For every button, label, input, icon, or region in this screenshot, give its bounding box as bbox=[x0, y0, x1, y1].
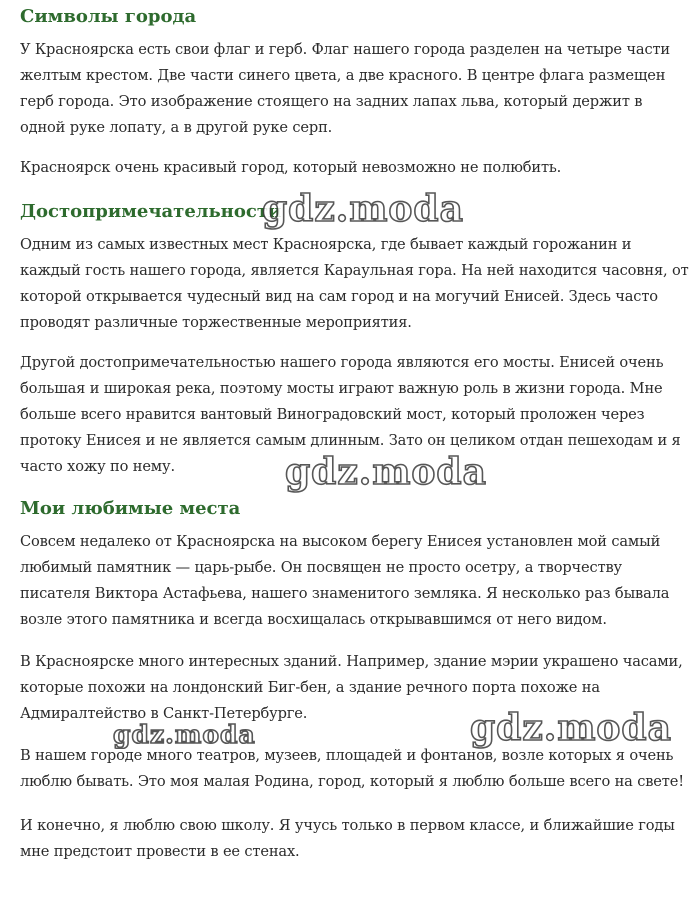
paragraph-bridges: Другой достопримечательностью нашего города являются его мосты. Енисей очень большая и широкая река, поэтому мосты играют важную роль в жизни города. Мне больше всего нравится вантовый Виноградовский мост, который проложен через протоку Енисея и не является самым длинным. Зато он целиком отдан пешеходам и я часто хожу по нему. bbox=[20, 354, 681, 475]
paragraph-theatres: В нашем городе много театров, музеев, площадей и фонтанов, возле которых я очень люблю бывать. Это моя малая Родина, город, который я люблю больше всего на свете! bbox=[20, 747, 684, 790]
watermark-logo: gdz.moda bbox=[285, 451, 487, 493]
watermark-logo: gdz.moda bbox=[262, 188, 464, 230]
paragraph-school: И конечно, я люблю свою школу. Я учусь только в первом классе, и ближайшие годы мне предстоит провести в ее стенах. bbox=[20, 817, 675, 860]
section-heading-favorite-places: Мои любимые места bbox=[20, 498, 241, 519]
paragraph-karaulnaya-gora: Одним из самых известных мест Красноярска, где бывает каждый горожанин и каждый гость нашего города, является Караульная гора. На ней находится часовня, от которой открывается чудесный вид на сам город и на могучий Енисей. Здесь часто проводят различные торжественные мероприятия. bbox=[20, 236, 689, 331]
section-heading-sights: Достопримечательности bbox=[20, 201, 282, 222]
watermark-logo: gdz.moda bbox=[113, 720, 256, 749]
watermark-logo: gdz.moda bbox=[470, 707, 672, 749]
section-heading-symbols: Символы города bbox=[20, 6, 197, 27]
paragraph-buildings: В Красноярске много интересных зданий. Например, здание мэрии украшено часами, которые похожи на лондонский Биг-бен, а здание речного порта похоже на Адмиралтейство в Санкт-Петербурге. bbox=[20, 653, 683, 722]
paragraph-beautiful-city: Красноярск очень красивый город, который невозможно не полюбить. bbox=[20, 159, 562, 176]
paragraph-flag-and-coat: У Красноярска есть свои флаг и герб. Флаг нашего города разделен на четыре части желтым крестом. Две части синего цвета, а две красного. В центре флага размещен герб города. Это изображение стоящего на задних лапах льва, который держит в одной руке лопату, а в другой руке серп. bbox=[20, 41, 670, 136]
paragraph-tsar-fish: Совсем недалеко от Красноярска на высоком берегу Енисея установлен мой самый любимый памятник — царь-рыбе. Он посвящен не просто осетру, а творчеству писателя Виктора Астафьева, нашего знаменитого земляка. Я несколько раз бывала возле этого памятника и всегда восхищалась открывавшимся от него видом. bbox=[20, 533, 670, 628]
